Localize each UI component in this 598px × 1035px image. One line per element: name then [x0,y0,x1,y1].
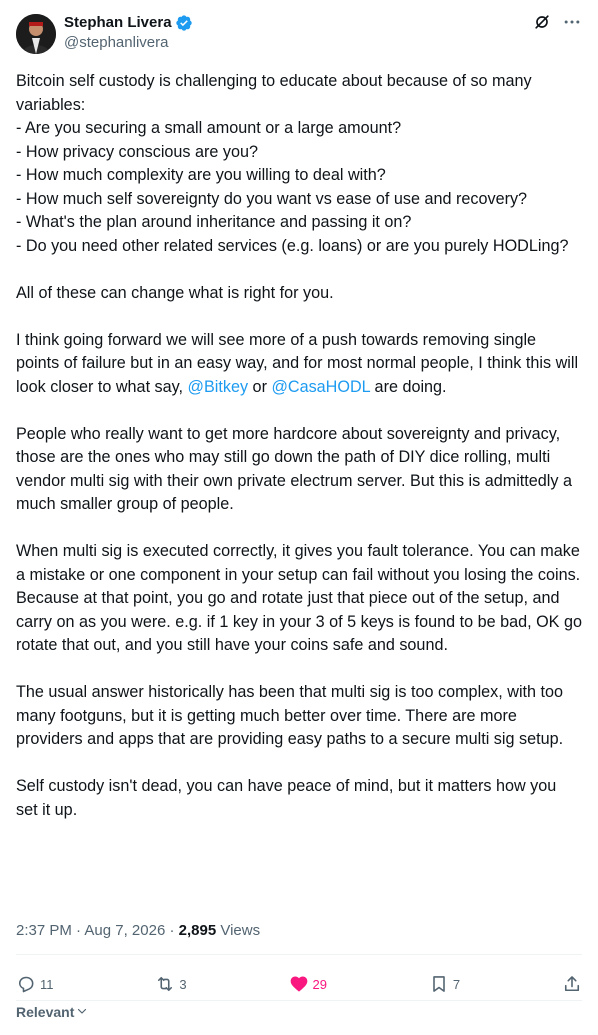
tweet-meta [16,921,260,941]
views-count: 2,895 [178,922,217,939]
paragraph: When multi sig is executed correctly, it gives you fault tolerance. You can make a mistake or one component in your setup can fail without you losing the coins. Because at that point, you go and rotate just that piece out of the setup, and carry on as you were. e.g. if 1 key in your 3 of 5 keys is found to be bad, OK go rotate that out, and you still have your coins safe and sound. [16,542,587,654]
share-button[interactable] [562,974,582,994]
paragraph-fragment: or [248,377,272,396]
avatar[interactable] [16,14,56,54]
bookmark-count: 7 [452,976,461,992]
paragraph: I think going forward we will see more of a push towards removing single points of failure but in an easy way, and for most normal people, I think this will look closer to what say, [16,330,583,396]
display-name-row [64,13,193,33]
paragraph-fragment: are doing. [370,377,447,396]
mention-link-bitkey[interactable]: @Bitkey [187,377,249,396]
action-bar [16,968,582,1000]
reply-icon [16,974,36,994]
tweet-date[interactable]: Aug 7, 2026 [84,922,166,939]
repost-icon [155,974,175,994]
chevron-down-icon [74,1004,88,1020]
p1-line: - How much self sovereignty do you want vs ease of use and recovery? [16,189,528,208]
paragraph: Self custody isn't dead, you can have peace of mind, but it matters how you set it up. [16,777,561,819]
bookmark-button[interactable] [429,974,460,994]
grok-icon[interactable] [532,12,552,32]
meta-separator: · [165,922,179,939]
p1-line: - Do you need other related services (e.g. loans) or are you purely HODLing? [16,236,569,255]
paragraph: People who really want to get more hardcore about sovereignty and privacy, those are the ones who may still go down the path of DIY dice rolling, multi vendor multi sig with their own private electrum server. But this is admittedly a much smaller group of people. [16,424,577,513]
share-icon [562,974,582,994]
paragraph: The usual answer historically has been that multi sig is too complex, with too many footguns, but it is getting much better over time. There are more providers and apps that are providing easy paths to a secure multi sig setup. [16,683,568,748]
paragraph: All of these can change what is right for you. [16,283,334,302]
p1-line: - What's the plan around inheritance and passing it on? [16,213,412,231]
p1-line: Bitcoin self custody is challenging to educate about because of so many variables: [16,72,537,114]
mention-link-casahodl[interactable]: @CasaHODL [271,377,371,396]
reply-sort-label: Relevant [16,1004,75,1020]
views-label: Views [216,922,261,939]
author-display-name[interactable]: Stephan Livera [64,14,172,31]
reply-button[interactable] [16,974,54,994]
reply-count: 11 [40,976,54,992]
author-handle[interactable]: @stephanlivera [64,34,169,51]
p1-line: - How much complexity are you willing to deal with? [16,166,386,184]
repost-button[interactable] [155,974,186,994]
like-button[interactable] [289,974,327,994]
tweet-text [16,70,587,822]
reply-sort-dropdown[interactable] [16,1004,88,1020]
divider [16,954,582,955]
more-icon[interactable] [562,12,582,32]
repost-count: 3 [179,976,187,992]
like-count: 29 [312,976,327,992]
bookmark-icon [429,974,449,994]
verified-badge-icon [175,14,193,32]
p1-line: - Are you securing a small amount or a large amount? [16,119,402,137]
heart-icon [289,974,309,994]
meta-separator: · [71,922,85,939]
tweet-time[interactable]: 2:37 PM [16,922,72,939]
p1-line: - How privacy conscious are you? [16,142,259,161]
header-actions [532,12,582,32]
author-names [64,13,193,53]
tweet-header [16,12,582,56]
divider [16,1000,582,1001]
